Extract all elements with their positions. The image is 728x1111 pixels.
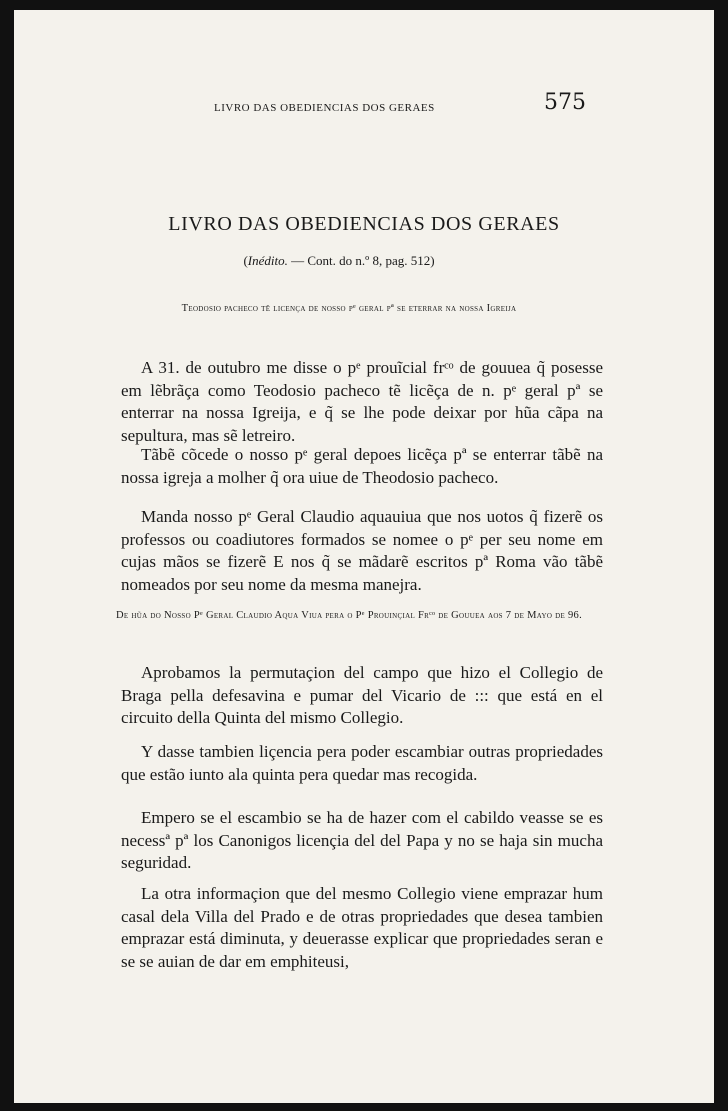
page-number: 575 — [544, 90, 586, 115]
document-page — [14, 10, 714, 1103]
document-title: LIVRO DAS OBEDIENCIAS DOS GERAES — [168, 213, 560, 235]
paragraph: La otra informaçion que del mesmo Collegio viene emprazar hum casal dela Villa del Prado e de otras propriedades que desea tambien emprazar está diminuta, y deuerasse explicar que propriedades seran e se se auian de dar em emphiteusi, — [121, 884, 603, 971]
paragraph: Aprobamos la permutaçion del campo que hizo el Collegio de Braga pella defesavina e pumar del Vicario de ::: que está en el circuito della Quinta del mismo Collegio. — [121, 663, 603, 727]
subtitle-open: ( — [243, 253, 248, 268]
paragraph: Tãbẽ cõcede o nosso pᵉ geral depoes licẽça pª se enterrar tãbẽ na nossa igreja a molher q̃ ora uiue de Theodosio pacheco. — [121, 445, 603, 487]
paragraph: Y dasse tambien liçencia pera poder escambiar outras propriedades que estão iunto ala quinta pera quedar mas recogida. — [121, 742, 603, 784]
section-heading-1: Teodosio pacheco tẽ licença de nosso pᵉ geral pª se eterrar na nossa Igreija — [181, 303, 517, 314]
document-subtitle — [14, 253, 664, 269]
section-heading-2: De hũa do Nosso Pᵉ Geral Claudio Aqua Viua pera o Pᵉ Prouinçial Frᶜᵒ de Gouuea aos 7 de Mayo de 96. — [115, 610, 582, 621]
subtitle-italic: Inédito. — [247, 253, 288, 268]
running-header: LIVRO DAS OBEDIENCIAS DOS GERAES — [214, 102, 435, 114]
subtitle-rest: — Cont. do n.º 8, pag. 512) — [287, 253, 435, 268]
paragraph: Empero se el escambio se ha de hazer com el cabildo veasse se es necessª pª los Canonigos licençia del del Papa y no se haja sin mucha seguridad. — [121, 808, 603, 872]
paragraph: Manda nosso pᵉ Geral Claudio aquauiua que nos uotos q̃ fizerẽ os professos ou coadiutores formados se nomee o pᵉ per seu nome em cujas mãos se fizerẽ E nos q̃ se mãdarẽ escritos pª Roma vão tãbẽ nomeados por seu nome da mesma manejra. — [121, 507, 603, 594]
paragraph: A 31. de outubro me disse o pᵉ prouĩcial frᶜᵒ de gouuea q̃ posesse em lẽbrãça como Teodosio pacheco tẽ licẽça de n. pᵉ geral pª se enterrar na nossa Igreija, e q̃ se lhe pode deixar por hũa cãpa na sepultura, mas sẽ letreiro. — [121, 358, 603, 445]
